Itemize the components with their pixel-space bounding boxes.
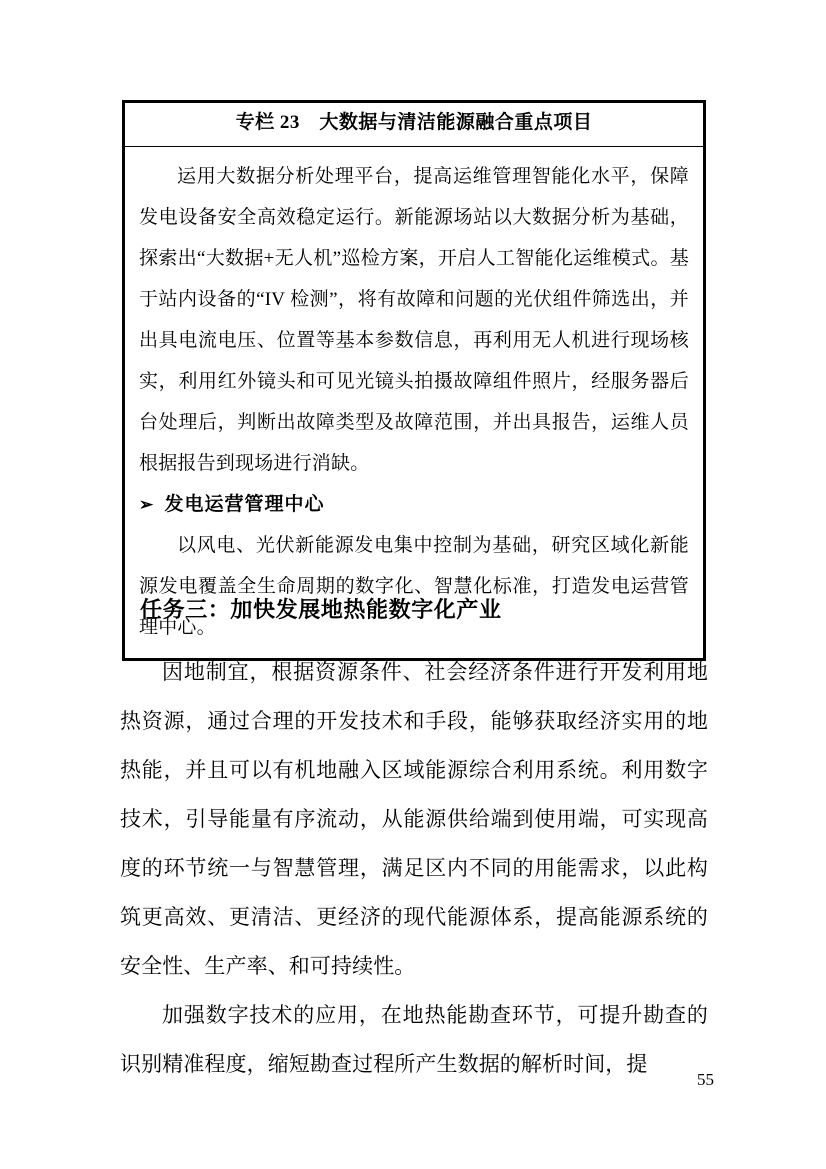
- callout-title: 专栏 23 大数据与清洁能源融合重点项目: [235, 112, 593, 133]
- body-paragraph-2: 加强数字技术的应用，在地热能勘查环节，可提升勘查的识别精准程度，缩短勘查过程所产生数据的解析时间，提: [120, 1003, 708, 1076]
- body-paragraph-1: 因地制宜，根据资源条件、社会经济条件进行开发利用地热资源，通过合理的开发技术和手段，能够获取经济实用的地热能，并且可以有机地融入区域能源综合利用系统。利用数字技术，引导能量有序流动，从能源供给端到使用端，可实现高度的环节统一与智慧管理，满足区内不同的用能需求，以此构筑更高效、更清洁、更经济的现代能源体系，提高能源系统的安全性、生产率、和可持续性。: [120, 660, 708, 978]
- callout-box: [122, 100, 706, 661]
- callout-bullet-paragraph: 以风电、光伏新能源发电集中控制为基础，研究区域化新能源发电覆盖全生命周期的数字化、智慧化标准，打造发电运营管理中心。: [139, 534, 689, 638]
- page-number: 55: [697, 1070, 714, 1089]
- callout-body: [125, 147, 703, 658]
- section-heading: 任务三：加快发展地热能数字化产业: [140, 597, 502, 622]
- main-body: [120, 648, 708, 1089]
- callout-bullet-item: [139, 484, 689, 525]
- callout-bullet-label: 发电运营管理中心: [164, 493, 325, 515]
- arrow-bullet-icon: ➢: [139, 494, 154, 514]
- callout-paragraph: 运用大数据分析处理平台，提高运维管理智能化水平，保障发电设备安全高效稳定运行。新能源场站以大数据分析为基础，探索出“大数据+无人机”巡检方案，开启人工智能化运维模式。基于站内设备的“IV 检测”，将有故障和问题的光伏组件筛选出，并出具电流电压、位置等基本参数信息，再利用无人机进行现场核实，利用红外镜头和可见光镜头拍摄故障组件照片，经服务器后台处理后，判断出故障类型及故障范围，并出具报告，运维人员根据报告到现场进行消缺。: [139, 165, 689, 474]
- callout-title-row: [125, 103, 703, 147]
